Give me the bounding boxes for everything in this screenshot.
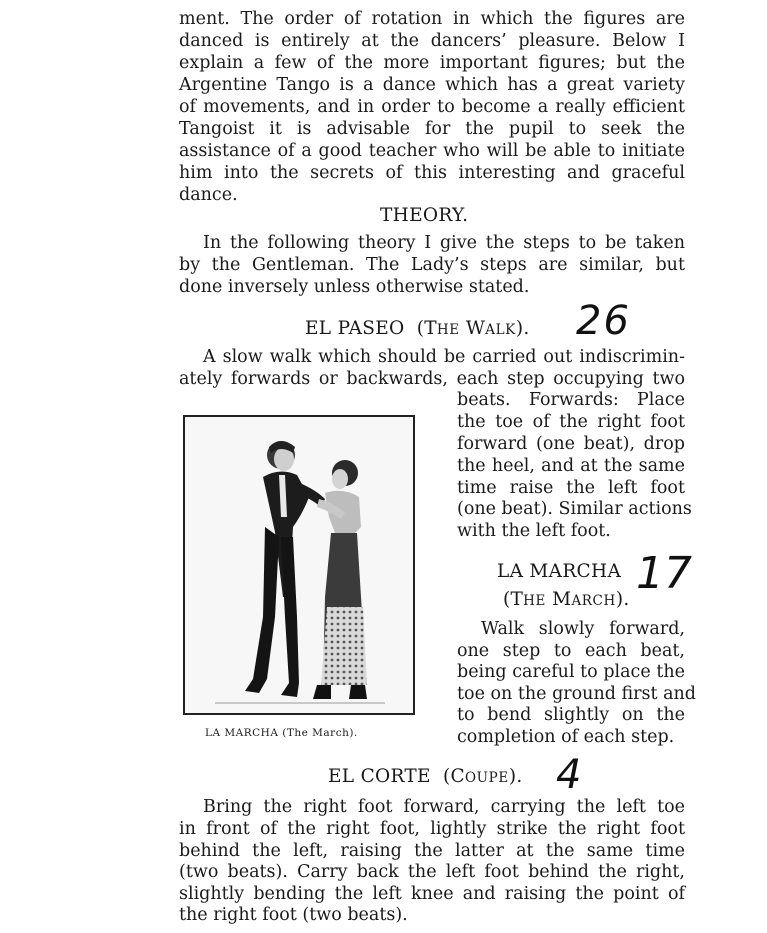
text-line: him into the secrets of this interesting and graceful <box>179 163 685 183</box>
text-line: Bring the right foot forward, carrying the left toe <box>203 797 685 817</box>
theory-heading: THEORY. <box>380 205 469 226</box>
dancing-couple-illustration <box>185 417 413 713</box>
text-line: ment. The order of rotation in which the figures are <box>179 9 685 29</box>
text-line: slightly bending the left knee and raising the point of <box>179 884 685 904</box>
corte-heading-main: EL CORTE <box>328 766 431 787</box>
text-line: dance. <box>179 185 238 205</box>
paseo-heading-sub: (THE WALK). <box>416 318 530 339</box>
handwritten-annotation-marcha: 17 <box>636 548 692 599</box>
paseo-heading <box>305 317 530 342</box>
corte-heading <box>328 765 523 790</box>
text-line: of movements, and in order to become a really efficient <box>179 97 685 117</box>
text-line: to bend slightly on the <box>457 705 685 725</box>
handwritten-annotation-corte: 4 <box>556 752 582 798</box>
text-line: behind the left, raising the latter at the same time <box>179 841 685 861</box>
dance-photo <box>183 415 415 715</box>
marcha-heading-main: LA MARCHA <box>497 561 622 582</box>
text-line: Tangoist it is advisable for the pupil to seek the <box>179 119 685 139</box>
paseo-heading-main: EL PASEO <box>305 318 405 339</box>
text-line: the heel, and at the same <box>457 456 685 476</box>
text-line: being careful to place the <box>457 662 685 682</box>
text-line: by the Gentleman. The Lady’s steps are similar, but <box>179 255 685 275</box>
text-line: Walk slowly forward, <box>481 619 685 639</box>
text-line: ately forwards or backwards, each step occupying two <box>179 369 685 389</box>
text-line: forward (one beat), drop <box>457 434 685 454</box>
text-line: the toe of the right foot <box>457 412 685 432</box>
text-line: beats. Forwards: Place <box>457 390 685 410</box>
text-line: In the following theory I give the steps to be taken <box>203 233 685 253</box>
text-line: completion of each step. <box>457 727 675 747</box>
text-line: the right foot (two beats). <box>179 905 408 925</box>
text-line: (one beat). Similar actions <box>457 499 692 519</box>
photo-caption: LA MARCHA (The March). <box>205 727 358 739</box>
text-line: assistance of a good teacher who will be able to initiate <box>179 141 685 161</box>
text-line: one step to each beat, <box>457 641 685 661</box>
handwritten-annotation-paseo: 26 <box>576 298 631 344</box>
text-line: time raise the left foot <box>457 478 685 498</box>
corte-heading-sub: (COUPE). <box>443 766 523 787</box>
marcha-heading-sub: (THE MARCH). <box>503 589 630 610</box>
text-line: done inversely unless otherwise stated. <box>179 277 530 297</box>
text-line: (two beats). Carry back the left foot behind the right, <box>179 862 685 882</box>
text-line: Argentine Tango is a dance which has a great variety <box>179 75 685 95</box>
text-line: explain a few of the more important figures; but the <box>179 53 685 73</box>
text-line: danced is entirely at the dancers’ pleasure. Below I <box>179 31 685 51</box>
text-line: toe on the ground first and <box>457 684 697 704</box>
text-line: with the left foot. <box>457 521 611 541</box>
text-line: in front of the right foot, lightly strike the right foot <box>179 819 685 839</box>
text-line: A slow walk which should be carried out indiscrimin- <box>203 347 685 367</box>
